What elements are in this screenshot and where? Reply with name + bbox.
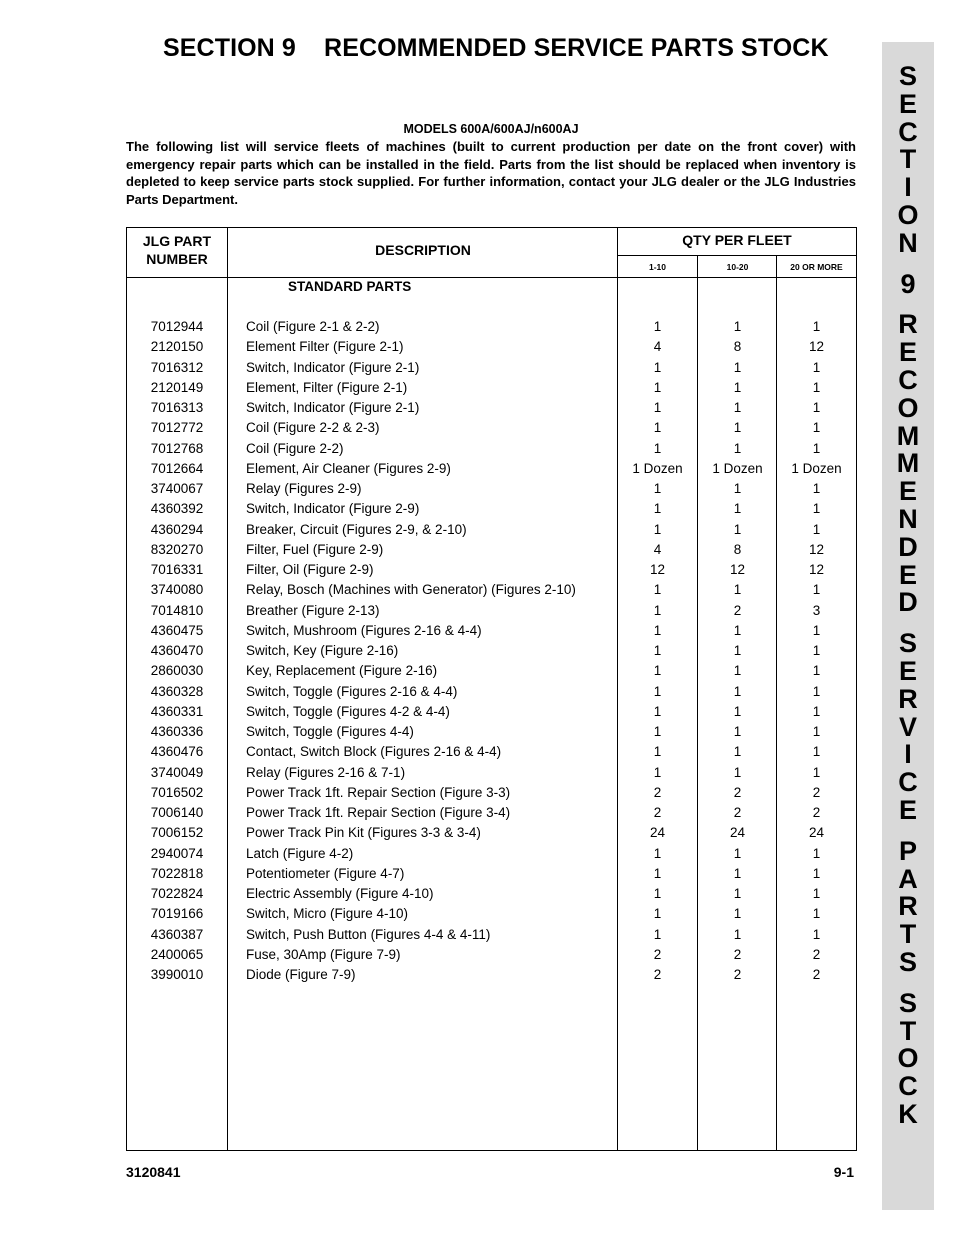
- qty-10-20-cell: 1: [733, 906, 742, 922]
- part-number-cell: 7016502: [150, 784, 204, 800]
- part-number-cell: 7012944: [150, 319, 204, 334]
- side-tab-letter: I: [904, 172, 912, 203]
- side-tab-letter: E: [898, 656, 917, 686]
- qty-10-20-cell: 1: [733, 501, 742, 517]
- table-row: [127, 378, 856, 398]
- table-row: [127, 803, 856, 823]
- qty-1-10-cell: 1: [653, 724, 662, 739]
- qty-1-10-cell: 12: [649, 562, 666, 577]
- table-row: [127, 398, 856, 418]
- qty-10-20-cell: 8: [733, 339, 742, 355]
- description-cell: Element Filter (Figure 2-1): [246, 339, 404, 355]
- qty-1-10-cell: 4: [653, 541, 662, 557]
- description-cell: Fuse, 30Amp (Figure 7-9): [246, 946, 401, 962]
- part-number-cell: 3740067: [150, 481, 204, 496]
- side-tab-letter: S: [898, 61, 917, 91]
- description-cell: Diode (Figure 7-9): [246, 967, 356, 982]
- side-tab-letter: T: [899, 144, 917, 175]
- description-cell: Switch, Toggle (Figures 4-2 & 4-4): [246, 703, 450, 719]
- qty-20-or-more-cell: 24: [808, 825, 825, 841]
- side-tab-letter: E: [898, 88, 917, 119]
- part-number-cell: 7012664: [150, 460, 204, 476]
- qty-10-20-cell: 2: [733, 946, 742, 962]
- side-tab-letter: I: [904, 739, 912, 770]
- description-cell: Element, Filter (Figure 2-1): [246, 379, 408, 395]
- description-cell: Coil (Figure 2-1 & 2-2): [246, 319, 380, 334]
- table-row: [127, 337, 856, 357]
- qty-20-or-more-cell: 2: [812, 784, 821, 800]
- qty-20-or-more-cell: 1: [812, 319, 821, 334]
- qty-10-20-cell: 24: [729, 825, 746, 841]
- qty-20-or-more-cell: 2: [812, 967, 821, 982]
- qty-10-20-cell: 2: [733, 602, 742, 618]
- side-tab-letter: E: [898, 559, 917, 590]
- side-tab-letter: N: [898, 504, 918, 534]
- side-tab-letter: T: [899, 1015, 917, 1046]
- qty-20-or-more-cell: 3: [812, 602, 821, 618]
- qty-10-20-cell: 8: [733, 541, 742, 557]
- side-tab-letter: C: [898, 116, 918, 147]
- part-number-cell: 7014810: [150, 602, 204, 618]
- qty-10-20-cell: 2: [733, 784, 742, 800]
- qty-1-10-cell: 4: [653, 339, 662, 355]
- qty-20-or-more-cell: 1: [812, 501, 821, 517]
- qty-10-20-cell: 1: [733, 865, 742, 881]
- qty-20-or-more-cell: 1: [812, 764, 821, 780]
- side-tab-letter: C: [898, 1071, 918, 1102]
- part-number-cell: 4360331: [150, 703, 204, 719]
- side-tab-letter: E: [898, 795, 917, 825]
- description-cell: Element, Air Cleaner (Figures 2-9): [246, 460, 451, 476]
- qty-20-or-more-cell: 1: [812, 582, 821, 598]
- qty-1-10-cell: 1: [653, 420, 662, 436]
- header-bottom-rule: [127, 277, 856, 278]
- table-row: [127, 560, 856, 580]
- table-row: [127, 601, 856, 621]
- side-tab-letter: S: [898, 628, 917, 659]
- description-cell: Filter, Oil (Figure 2-9): [246, 562, 374, 577]
- intro-paragraph: The following list will service fleets of machines (built to current production per date on the front cover) with emergency repair parts which can be installed in the field. Parts from the list should be replaced when inventory is depleted to keep service parts stock supplied. For further information, contact your JLG dealer or the JLG Industries Parts Department.: [126, 139, 856, 207]
- part-number-cell: 7006152: [150, 825, 204, 841]
- qty-20-or-more-cell: 12: [808, 541, 825, 557]
- qty-1-10-cell: 1: [653, 906, 662, 922]
- table-row: [127, 358, 856, 378]
- side-tab-letter: O: [897, 392, 919, 423]
- description-cell: Switch, Micro (Figure 4-10): [246, 906, 409, 922]
- qty-20-or-more-cell: 12: [808, 562, 825, 577]
- side-tab-letter: T: [899, 919, 917, 950]
- description-cell: Switch, Indicator (Figure 2-1): [246, 400, 420, 415]
- qty-20-or-more-cell: 1: [812, 683, 821, 699]
- qty-1-10-cell: 2: [653, 946, 662, 962]
- qty-1-10-cell: 1: [653, 643, 662, 658]
- qty-1-10-cell: 1: [653, 400, 662, 415]
- part-number-cell: 2940074: [150, 845, 204, 861]
- qty-20-or-more-cell: 1: [812, 420, 821, 436]
- column-header-qty-10-20: 10-20: [726, 262, 749, 272]
- qty-20-or-more-cell: 1: [812, 481, 821, 496]
- qty-1-10-cell: 2: [653, 967, 662, 982]
- table-row: [127, 783, 856, 803]
- side-tab-letter: P: [898, 835, 917, 866]
- part-number-cell: 2400065: [150, 946, 204, 962]
- table-row: [127, 418, 856, 438]
- table-row: [127, 945, 856, 965]
- qty-1-10-cell: 24: [649, 825, 666, 841]
- models-heading: MODELS 600A/600AJ/n600AJ: [403, 122, 579, 136]
- side-tab-letter: A: [898, 863, 918, 894]
- part-number-cell: 4360476: [150, 744, 204, 760]
- qty-1-10-cell: 1: [653, 440, 662, 456]
- part-number-cell: 4360470: [150, 643, 204, 658]
- column-header-part-number: JLG PART NUMBER: [142, 233, 212, 267]
- qty-1-10-cell: 2: [653, 784, 662, 800]
- part-number-cell: 2860030: [150, 663, 204, 679]
- qty-10-20-cell: 1: [733, 764, 742, 780]
- side-tab-letter: S: [898, 947, 917, 977]
- qty-10-20-cell: 1: [733, 744, 742, 760]
- table-row: [127, 580, 856, 600]
- qty-10-20-cell: 1: [733, 724, 742, 739]
- parts-table: [126, 227, 857, 1151]
- qty-20-or-more-cell: 1: [812, 643, 821, 658]
- side-tab-letter: K: [898, 1099, 918, 1129]
- document-number: 3120841: [126, 1164, 181, 1180]
- part-number-cell: 7019166: [150, 906, 204, 922]
- qty-20-or-more-cell: 2: [812, 805, 821, 820]
- qty-10-20-cell: 1: [733, 521, 742, 537]
- description-cell: Potentiometer (Figure 4-7): [246, 865, 405, 881]
- part-number-cell: 7012772: [150, 420, 204, 436]
- table-row: [127, 520, 856, 540]
- qty-1-10-cell: 1: [653, 359, 662, 375]
- qty-10-20-cell: 2: [733, 805, 742, 820]
- side-tab-letter: 9: [900, 268, 916, 299]
- part-number-cell: 7022824: [150, 886, 204, 901]
- qty-20-or-more-cell: 2: [812, 946, 821, 962]
- description-cell: Relay, Bosch (Machines with Generator) (Figures 2-10): [246, 582, 576, 598]
- qty-1-10-cell: 1: [653, 683, 662, 699]
- description-cell: Coil (Figure 2-2): [246, 440, 344, 456]
- description-cell: Breather (Figure 2-13): [246, 602, 380, 618]
- qty-1-10-cell: 1: [653, 582, 662, 598]
- table-row: [127, 682, 856, 702]
- description-cell: Switch, Key (Figure 2-16): [246, 643, 399, 658]
- part-number-cell: 8320270: [150, 541, 204, 557]
- qty-20-or-more-cell: 1: [812, 703, 821, 719]
- part-number-cell: 7016312: [150, 359, 204, 375]
- qty-10-20-cell: 1: [733, 886, 742, 901]
- parts-rows: [127, 317, 856, 985]
- qty-1-10-cell: 1: [653, 622, 662, 638]
- part-number-cell: 7012768: [150, 440, 204, 456]
- side-tab-letter: E: [898, 337, 917, 368]
- side-tab-letter: E: [898, 476, 917, 507]
- qty-20-or-more-cell: 1: [812, 400, 821, 415]
- part-number-cell: 3740049: [150, 764, 204, 780]
- description-cell: Relay (Figures 2-9): [246, 481, 362, 496]
- description-cell: Switch, Indicator (Figure 2-1): [246, 359, 420, 375]
- qty-1-10-cell: 1: [653, 744, 662, 760]
- part-number-cell: 2120150: [150, 339, 204, 355]
- description-cell: Switch, Indicator (Figure 2-9): [246, 501, 420, 517]
- side-tab-letter: O: [897, 1043, 919, 1074]
- column-header-qty-20-or-more: 20 OR MORE: [790, 262, 843, 272]
- qty-20-or-more-cell: 1: [812, 744, 821, 760]
- qty-10-20-cell: 1: [733, 481, 742, 496]
- qty-10-20-cell: 1: [733, 703, 742, 719]
- qty-10-20-cell: 1: [733, 359, 742, 375]
- qty-10-20-cell: 1: [733, 420, 742, 436]
- side-tab-letter: M: [896, 420, 920, 451]
- part-number-cell: 4360475: [150, 622, 204, 638]
- part-number-cell: 7016313: [150, 400, 204, 415]
- side-tab-letter: R: [898, 309, 918, 340]
- description-cell: Power Track 1ft. Repair Section (Figure 3-4): [246, 805, 511, 820]
- qty-20-or-more-cell: 1: [812, 379, 821, 395]
- section-side-tab: [882, 42, 934, 1210]
- qty-20-or-more-cell: 1: [812, 622, 821, 638]
- qty-10-20-cell: 1: [733, 440, 742, 456]
- table-row: [127, 479, 856, 499]
- table-row: [127, 661, 856, 681]
- page-title: SECTION 9 RECOMMENDED SERVICE PARTS STOCK: [163, 34, 829, 62]
- part-number-cell: 7016331: [150, 562, 204, 577]
- table-row: [127, 439, 856, 459]
- qty-1-10-cell: 1: [653, 703, 662, 719]
- qty-10-20-cell: 1: [733, 663, 742, 679]
- part-number-cell: 3740080: [150, 582, 204, 598]
- table-row: [127, 965, 856, 985]
- description-cell: Power Track 1ft. Repair Section (Figure 3-3): [246, 784, 511, 800]
- description-cell: Breaker, Circuit (Figures 2-9, & 2-10): [246, 521, 467, 537]
- description-cell: Relay (Figures 2-16 & 7-1): [246, 764, 406, 780]
- qty-1-10-cell: 1: [653, 602, 662, 618]
- column-header-qty-per-fleet: QTY PER FLEET: [682, 232, 792, 248]
- part-number-cell: 4360392: [150, 501, 204, 517]
- side-tab-letter: D: [898, 531, 918, 562]
- table-row: [127, 621, 856, 641]
- table-row: [127, 540, 856, 560]
- qty-20-or-more-cell: 1: [812, 845, 821, 861]
- part-number-cell: 4360336: [150, 724, 204, 739]
- qty-10-20-cell: 1: [733, 622, 742, 638]
- table-row: [127, 884, 856, 904]
- qty-1-10-cell: 1: [653, 663, 662, 679]
- section-label: STANDARD PARTS: [288, 279, 412, 294]
- qty-20-or-more-cell: 1: [812, 886, 821, 901]
- side-tab-letter: V: [898, 711, 917, 742]
- qty-10-20-cell: 12: [729, 562, 746, 577]
- qty-10-20-cell: 1: [733, 683, 742, 699]
- qty-1-10-cell: 1: [653, 481, 662, 496]
- qty-1-10-cell: 1: [653, 926, 662, 942]
- table-row: [127, 702, 856, 722]
- qty-1-10-cell: 1: [653, 521, 662, 537]
- table-row: [127, 864, 856, 884]
- qty-20-or-more-cell: 1: [812, 865, 821, 881]
- side-tab-letter: O: [897, 200, 919, 230]
- side-tab-letter: C: [898, 767, 918, 798]
- table-row: [127, 317, 856, 337]
- table-row: [127, 823, 856, 843]
- description-cell: Coil (Figure 2-2 & 2-3): [246, 420, 380, 436]
- qty-10-20-cell: 1: [733, 643, 742, 658]
- qty-20-or-more-cell: 1 Dozen: [791, 460, 842, 476]
- qty-10-20-cell: 1: [733, 926, 742, 942]
- qty-20-or-more-cell: 1: [812, 521, 821, 537]
- qty-1-10-cell: 1: [653, 319, 662, 334]
- description-cell: Latch (Figure 4-2): [246, 845, 354, 861]
- side-tab-letter: C: [898, 365, 918, 395]
- qty-1-10-cell: 1: [653, 379, 662, 395]
- qty-20-or-more-cell: 1: [812, 663, 821, 679]
- description-cell: Filter, Fuel (Figure 2-9): [246, 541, 384, 557]
- qty-10-20-cell: 1: [733, 319, 742, 334]
- side-tab-letter: S: [898, 987, 917, 1018]
- column-header-description: DESCRIPTION: [375, 242, 471, 258]
- table-row: [127, 763, 856, 783]
- description-cell: Switch, Toggle (Figures 2-16 & 4-4): [246, 683, 458, 699]
- header-divider: [617, 255, 856, 256]
- qty-20-or-more-cell: 1: [812, 926, 821, 942]
- column-header-qty-1-10: 1-10: [648, 262, 666, 272]
- qty-10-20-cell: 1 Dozen: [712, 460, 763, 476]
- qty-20-or-more-cell: 1: [812, 440, 821, 456]
- description-cell: Switch, Push Button (Figures 4-4 & 4-11): [246, 926, 491, 942]
- table-row: [127, 925, 856, 945]
- table-row: [127, 742, 856, 762]
- qty-10-20-cell: 1: [733, 582, 742, 598]
- side-tab-letter: M: [896, 448, 920, 479]
- description-cell: Switch, Mushroom (Figures 2-16 & 4-4): [246, 622, 482, 638]
- qty-1-10-cell: 2: [653, 805, 662, 820]
- qty-20-or-more-cell: 1: [812, 359, 821, 375]
- side-tab-letter: D: [898, 587, 918, 618]
- part-number-cell: 7022818: [150, 865, 204, 881]
- part-number-cell: 4360294: [150, 521, 204, 537]
- table-row: [127, 459, 856, 479]
- part-number-cell: 7006140: [150, 805, 204, 820]
- description-cell: Power Track Pin Kit (Figures 3-3 & 3-4): [246, 825, 481, 841]
- qty-10-20-cell: 1: [733, 845, 742, 861]
- description-cell: Switch, Toggle (Figures 4-4): [246, 724, 414, 739]
- description-cell: Contact, Switch Block (Figures 2-16 & 4-4): [246, 744, 502, 760]
- side-tab-letter: R: [898, 683, 918, 714]
- part-number-cell: 3990010: [150, 967, 204, 982]
- part-number-cell: 4360328: [150, 683, 204, 699]
- qty-1-10-cell: 1: [653, 886, 662, 901]
- qty-20-or-more-cell: 12: [808, 339, 825, 355]
- description-cell: Electric Assembly (Figure 4-10): [246, 886, 434, 901]
- part-number-cell: 4360387: [150, 926, 204, 942]
- qty-10-20-cell: 2: [733, 967, 742, 982]
- side-tab-letter: N: [898, 227, 918, 258]
- table-row: [127, 904, 856, 924]
- table-row: [127, 722, 856, 742]
- page-number: 9-1: [833, 1164, 854, 1180]
- qty-20-or-more-cell: 1: [812, 724, 821, 739]
- qty-10-20-cell: 1: [733, 379, 742, 395]
- part-number-cell: 2120149: [150, 379, 204, 395]
- table-row: [127, 499, 856, 519]
- description-cell: Key, Replacement (Figure 2-16): [246, 663, 438, 679]
- qty-1-10-cell: 1: [653, 764, 662, 780]
- qty-1-10-cell: 1 Dozen: [632, 460, 683, 476]
- qty-1-10-cell: 1: [653, 501, 662, 517]
- side-tab-letter: R: [898, 891, 918, 922]
- table-row: [127, 641, 856, 661]
- table-row: [127, 844, 856, 864]
- qty-1-10-cell: 1: [653, 845, 662, 861]
- qty-20-or-more-cell: 1: [812, 906, 821, 922]
- qty-10-20-cell: 1: [733, 400, 742, 415]
- qty-1-10-cell: 1: [653, 865, 662, 881]
